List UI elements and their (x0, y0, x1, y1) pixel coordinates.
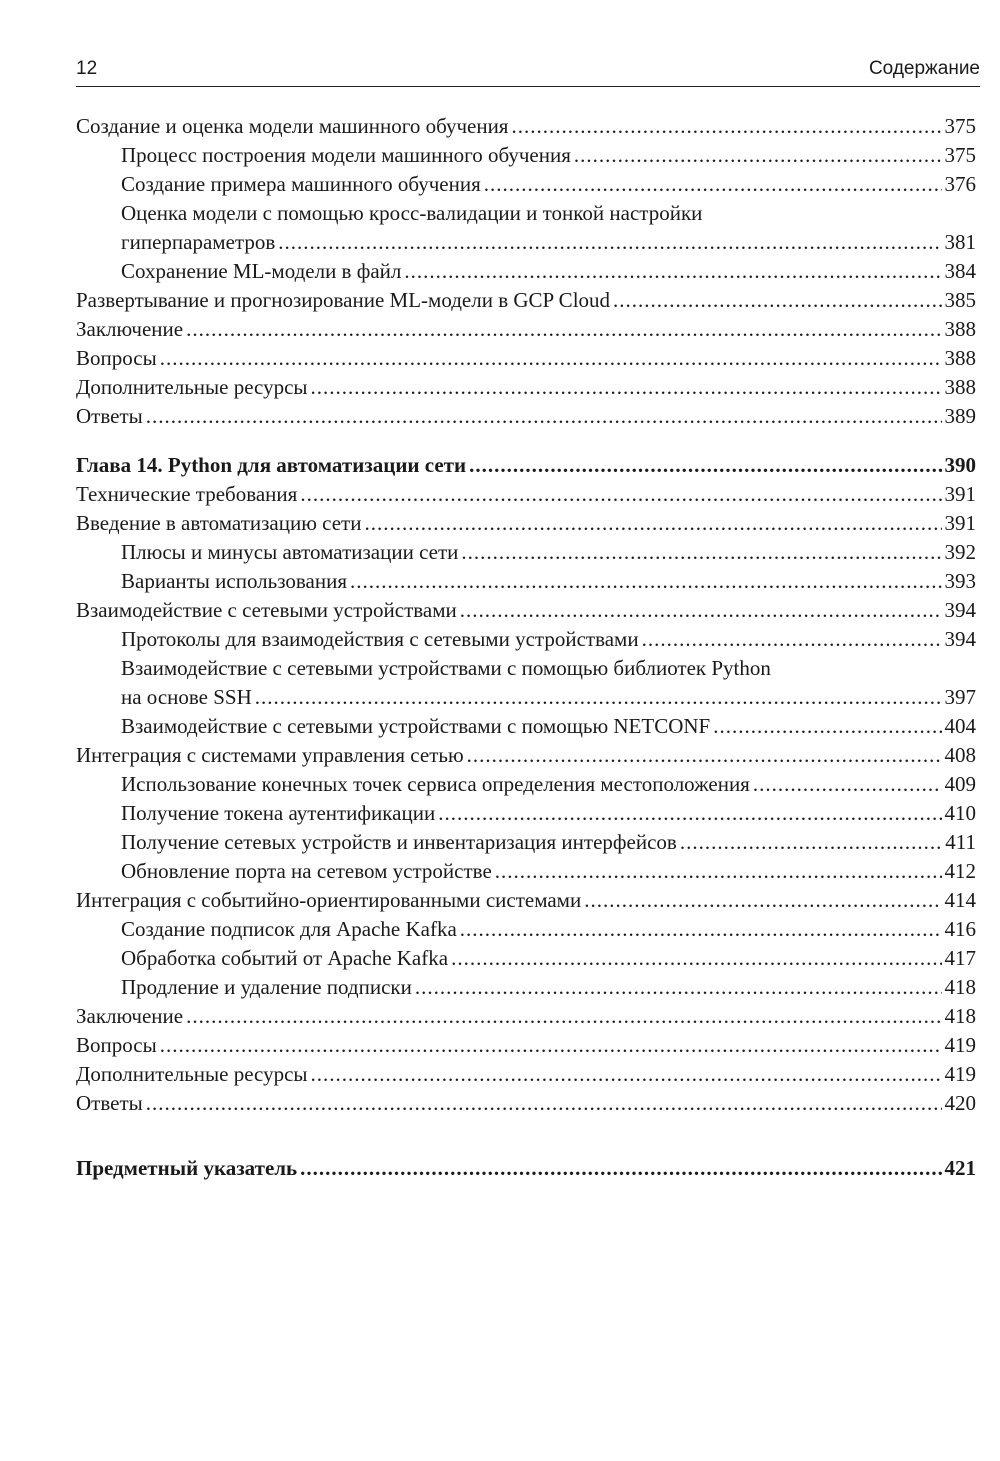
page-number: 12 (76, 58, 98, 79)
toc-entry-title-line: Взаимодействие с сетевыми устройствами с помощью библиотек Python (121, 656, 771, 680)
toc-entry (76, 170, 976, 199)
toc-entry-page: 419 (944, 1062, 976, 1086)
toc-entry-title: на основе SSH (121, 685, 252, 709)
leader-dots (613, 286, 941, 315)
toc-entry-title: Обновление порта на сетевом устройстве (121, 859, 492, 883)
toc-entry-title: Создание примера машинного обучения (121, 172, 481, 196)
toc-entry (76, 1060, 976, 1089)
leader-dots (460, 596, 942, 625)
toc-entry-title: Вопросы (76, 1033, 157, 1057)
leader-dots (469, 451, 941, 480)
toc-entry-title: Вопросы (76, 346, 157, 370)
toc-entry-page: 376 (944, 172, 976, 196)
toc-entry-page: 412 (944, 859, 976, 883)
leader-dots (311, 1060, 942, 1089)
leader-dots (467, 741, 942, 770)
leader-dots (311, 373, 942, 402)
toc-entry-page: 388 (944, 317, 976, 341)
toc-entry-title: Плюсы и минусы автоматизации сети (121, 540, 459, 564)
toc-entry (76, 286, 976, 315)
toc-entry (76, 228, 976, 257)
toc-entry (76, 402, 976, 431)
toc-entry (76, 344, 976, 373)
toc-entry (76, 112, 976, 141)
toc-entry-title: гиперпараметров (121, 230, 276, 254)
toc-entry (76, 538, 976, 567)
leader-dots (300, 1154, 941, 1183)
leader-dots (461, 538, 941, 567)
leader-dots (160, 1031, 942, 1060)
leader-dots (350, 567, 941, 596)
toc-entry-title: Создание и оценка модели машинного обучения (76, 114, 509, 138)
toc-entry (76, 257, 976, 286)
toc-entry-page: 393 (944, 569, 976, 593)
toc-entry-title: Варианты использования (121, 569, 348, 593)
toc-index-entry (76, 1154, 976, 1183)
toc-entry-page: 388 (944, 375, 976, 399)
toc-entry-title: Получение токена аутентификации (121, 801, 436, 825)
toc-entry-page: 408 (944, 743, 976, 767)
leader-dots (404, 257, 941, 286)
leader-dots (511, 112, 941, 141)
leader-dots (278, 228, 941, 257)
running-header (76, 58, 980, 87)
toc-entry-title: Использование конечных точек сервиса определения местоположения (121, 772, 750, 796)
toc-entry-page: 375 (944, 114, 976, 138)
leader-dots (451, 944, 941, 973)
toc-entry-page: 418 (944, 1004, 976, 1028)
leader-dots (460, 915, 942, 944)
toc-entry-page: 392 (944, 540, 976, 564)
toc-entry-page: 394 (944, 627, 976, 651)
toc-entry-page: 416 (944, 917, 976, 941)
toc-entry-title: Введение в автоматизацию сети (76, 511, 362, 535)
toc-entry-page: 385 (944, 288, 976, 312)
leader-dots (186, 1002, 941, 1031)
leader-dots (584, 886, 941, 915)
toc-entry (76, 712, 976, 741)
toc-entry (76, 973, 976, 1002)
toc-entry-page: 397 (944, 685, 976, 709)
leader-dots (495, 857, 942, 886)
toc-entry-title: Заключение (76, 317, 184, 341)
toc-entry-page: 410 (944, 801, 976, 825)
leader-dots (574, 141, 942, 170)
leader-dots (255, 683, 942, 712)
toc-entry-page: 417 (944, 946, 976, 970)
toc-entry-title: Интеграция с событийно-ориентированными системами (76, 888, 582, 912)
toc-entry-page: 394 (944, 598, 976, 622)
toc-entry-page: 381 (944, 230, 976, 254)
leader-dots (438, 799, 941, 828)
toc-entry-page: 414 (944, 888, 976, 912)
leader-dots (300, 480, 941, 509)
toc-entry-title: Ответы (76, 404, 143, 428)
leader-dots (146, 402, 942, 431)
toc-entry (76, 915, 976, 944)
toc-entry-page: 418 (944, 975, 976, 999)
toc-entry (76, 1031, 976, 1060)
toc-entry-title: Создание подписок для Apache Kafka (121, 917, 457, 941)
toc-entry-page: 404 (944, 714, 976, 738)
toc-entry (76, 683, 976, 712)
running-title: Содержание (868, 58, 980, 79)
toc-entry (76, 596, 976, 625)
leader-dots (484, 170, 942, 199)
toc-entry-title: Продление и удаление подписки (121, 975, 412, 999)
toc-entry-title: Взаимодействие с сетевыми устройствами (76, 598, 457, 622)
leader-dots (680, 828, 942, 857)
toc-entry (76, 1089, 976, 1118)
leader-dots (713, 712, 941, 741)
leader-dots (146, 1089, 942, 1118)
toc-entry-page: 375 (944, 143, 976, 167)
toc-entry-title: Протоколы для взаимодействия с сетевыми устройствами (121, 627, 639, 651)
toc-entry-title: Взаимодействие с сетевыми устройствами с помощью NETCONF (121, 714, 711, 738)
toc-entry-title: Ответы (76, 1091, 143, 1115)
toc-entry-title: Процесс построения модели машинного обучения (121, 143, 571, 167)
leader-dots (364, 509, 941, 538)
toc-entry (76, 480, 976, 509)
toc-entry-title: Интеграция с системами управления сетью (76, 743, 464, 767)
leader-dots (753, 770, 942, 799)
leader-dots (415, 973, 942, 1002)
toc-entry (76, 315, 976, 344)
toc-entry (76, 886, 976, 915)
index-page: 421 (944, 1156, 976, 1180)
toc-entry-page: 391 (944, 482, 976, 506)
toc-entry-page: 391 (944, 511, 976, 535)
toc-entry-page: 411 (945, 830, 976, 854)
spacer (76, 1118, 976, 1154)
toc-entry-title: Обработка событий от Apache Kafka (121, 946, 449, 970)
toc-entry (76, 799, 976, 828)
toc-entry-title: Заключение (76, 1004, 184, 1028)
toc-entry-title: Получение сетевых устройств и инвентаризация интерфейсов (121, 830, 677, 854)
toc-entry (76, 741, 976, 770)
toc-entry-page: 420 (944, 1091, 976, 1115)
table-of-contents (76, 112, 976, 1183)
leader-dots (642, 625, 942, 654)
toc-entry-title: Сохранение ML-модели в файл (121, 259, 402, 283)
leader-dots (186, 315, 941, 344)
toc-entry-page: 419 (944, 1033, 976, 1057)
toc-entry (76, 770, 976, 799)
toc-entry (76, 1002, 976, 1031)
toc-entry (76, 373, 976, 402)
toc-entry (76, 944, 976, 973)
leader-dots (160, 344, 942, 373)
toc-entry-page: 384 (944, 259, 976, 283)
toc-entry (76, 828, 976, 857)
toc-entry-title: Развертывание и прогнозирование ML-модели в GCP Cloud (76, 288, 611, 312)
toc-entry-page: 409 (944, 772, 976, 796)
toc-entry-page: 388 (944, 346, 976, 370)
toc-chapter-entry (76, 451, 976, 480)
index-title: Предметный указатель (76, 1156, 298, 1180)
toc-entry (76, 625, 976, 654)
toc-entry (76, 141, 976, 170)
toc-entry-title-line: Оценка модели с помощью кросс-валидации и тонкой настройки (121, 201, 703, 225)
toc-entry (76, 567, 976, 596)
toc-entry-title: Дополнительные ресурсы (76, 1062, 308, 1086)
toc-entry-page: 389 (944, 404, 976, 428)
chapter-page: 390 (944, 453, 976, 477)
chapter-title: Глава 14. Python для автоматизации сети (76, 453, 467, 477)
toc-entry-title: Технические требования (76, 482, 298, 506)
toc-entry-title: Дополнительные ресурсы (76, 375, 308, 399)
spacer (76, 431, 976, 451)
toc-entry (76, 509, 976, 538)
toc-entry (76, 857, 976, 886)
